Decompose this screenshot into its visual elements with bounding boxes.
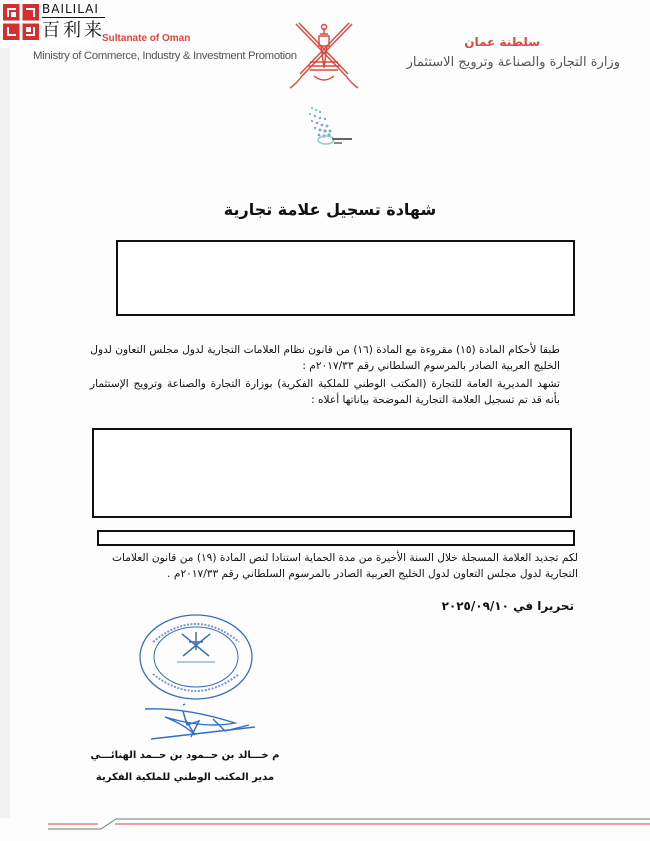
ministry-ar: وزارة التجارة والصناعة وترويج الاستثمار xyxy=(406,55,620,70)
oman-emblem-icon xyxy=(288,18,360,94)
validity-redacted-box xyxy=(97,530,575,546)
vision-2040-logo-icon xyxy=(290,100,360,150)
trademark-details-redacted-box xyxy=(92,428,572,518)
footer-decoration-lines xyxy=(0,818,650,838)
body-paragraphs xyxy=(90,342,560,408)
issue-date: تحريرا في ٢٠٢٥/٠٩/١٠ xyxy=(441,599,574,613)
signer-block xyxy=(90,749,280,785)
ministry-en: Ministry of Commerce, Industry & Investment Promotion xyxy=(33,50,297,62)
sultanate-en: Sultanate of Oman xyxy=(102,33,191,44)
header-ar xyxy=(370,34,620,72)
certification-paragraph: تشهد المديرية العامة للتجارة (المكتب الوطني للملكية الفكرية) بوزارة التجارة والصناعة وترويج الإستثمار بأنه قد تم تسجيل العلامة التجارية الموضحة بياناتها أعلاه : xyxy=(90,378,560,406)
signature-icon xyxy=(125,703,275,745)
certificate-title: شهادة تسجيل علامة تجارية xyxy=(223,200,437,219)
legal-basis-paragraph: طبقا لأحكام المادة (١٥) مقروءة مع المادة (١٦) من قانون نظام العلامات التجارية لدول مجلس التعاون لدول الخليج العربية الصادر بالمرسوم السلطاني رقم ٢٠١٧/٣٣م : xyxy=(90,344,560,372)
ip-office-seal-icon xyxy=(137,612,255,702)
watermark-brand-cn: 百利来 xyxy=(42,20,105,41)
trademark-owner-redacted-box xyxy=(116,240,575,316)
sultanate-ar: سلطنة عمان xyxy=(464,35,540,49)
signer-name: م خـــالد بن حــمود بن حــمد الهنائـــي xyxy=(90,750,280,761)
watermark-brand-en: BAILILAI xyxy=(42,2,105,18)
header-en xyxy=(33,32,297,63)
renewal-paragraph: لكم تجديد العلامة المسجلة خلال السنة الأخيرة من مدة الحماية استنادا لنص المادة (١٩) من قانون العلامات التجارية لدول مجلس التعاون لدول الخليج العربية الصادر بالمرسوم السلطاني رقم ٢٠١٧/٣٣م . xyxy=(112,552,578,580)
signer-title: مدير المكتب الوطني للملكية الفكرية xyxy=(95,772,275,783)
scan-edge-shade xyxy=(0,48,10,818)
